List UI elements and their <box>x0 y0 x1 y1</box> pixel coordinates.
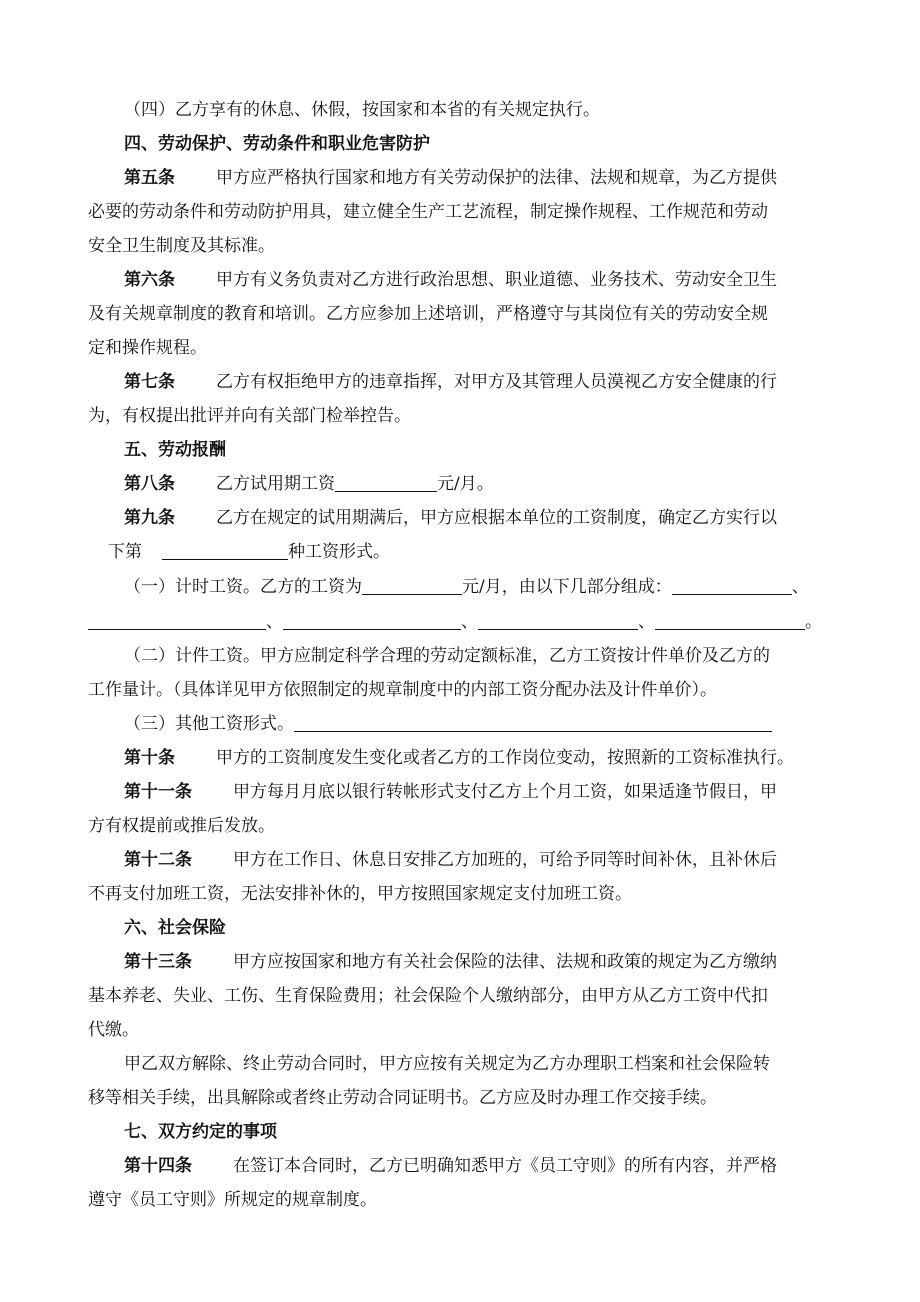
article-8 <box>124 472 494 496</box>
article-text: 甲方在工作日、休息日安排乙方加班的，可给予同等时间补休，且补休后 <box>233 850 777 870</box>
section-heading-4: 四、劳动保护、劳动条件和职业危害防护 <box>124 134 430 154</box>
article-text: 甲方有义务负责对乙方进行政治思想、职业道德、业务技术、劳动安全卫生 <box>216 270 777 290</box>
item-text: 、 <box>791 577 809 597</box>
article-label: 第九条 <box>124 508 175 528</box>
item-2-piece-wage: （二）计件工资。甲方应制定科学合理的劳动定额标准，乙方工资按计件单价及乙方的 <box>124 646 770 666</box>
article-11-cont: 方有权提前或推后发放。 <box>88 816 275 836</box>
period: 。 <box>805 612 822 632</box>
item-text: （三）其他工资形式。 <box>124 714 294 734</box>
article-text: 下第 <box>108 542 142 562</box>
article-text: 在签订本合同时，乙方已明确知悉甲方《员工守则》的所有内容，并严格 <box>233 1156 777 1176</box>
article-13-cont: 基本养老、失业、工伤、生育保险费用；社会保险个人缴纳部分，由甲方从乙方工资中代扣 <box>88 986 768 1006</box>
component-blank[interactable] <box>283 611 461 630</box>
article-text: 甲方应严格执行国家和地方有关劳动保护的法律、法规和规章，为乙方提供 <box>216 168 777 188</box>
article-7-cont: 为，有权提出批评并向有关部门检举控告。 <box>88 406 411 426</box>
article-text: 乙方在规定的试用期满后，甲方应根据本单位的工资制度，确定乙方实行以 <box>216 508 777 528</box>
article-text: 种工资形式。 <box>288 542 390 562</box>
item-2-cont: 工作量计。（具体详见甲方依照制定的规章制度中的内部工资分配办法及计件单价）。 <box>88 680 717 700</box>
article-text: 甲方每月月底以银行转帐形式支付乙方上个月工资，如果适逢节假日，甲 <box>233 782 777 802</box>
component-blank[interactable] <box>478 611 638 630</box>
component-blank[interactable] <box>88 611 266 630</box>
article-text: 甲方的工资制度发生变化或者乙方的工作岗位变动，按照新的工资标准执行。 <box>216 748 794 768</box>
article-9-cont <box>108 540 390 564</box>
article-13-cont: 代缴。 <box>88 1020 139 1040</box>
item-1-components <box>88 610 822 634</box>
wage-form-blank[interactable] <box>162 541 288 560</box>
article-13 <box>124 950 777 974</box>
separator: 、 <box>266 612 283 632</box>
item-3-other-wage <box>124 712 772 736</box>
article-label: 第八条 <box>124 474 175 494</box>
article-5-cont: 必要的劳动条件和劳动防护用具，建立健全生产工艺流程，制定操作规程、工作规范和劳动 <box>88 202 768 222</box>
separator: 、 <box>638 612 655 632</box>
component-blank[interactable] <box>655 611 805 630</box>
article-label: 第十一条 <box>124 782 192 802</box>
article-11 <box>124 780 777 804</box>
other-wage-blank[interactable] <box>294 713 772 732</box>
article-5 <box>124 166 777 190</box>
article-label: 第十条 <box>124 748 175 768</box>
section-heading-6: 六、社会保险 <box>124 918 226 938</box>
salary-blank[interactable] <box>335 473 437 492</box>
article-label: 第五条 <box>124 168 175 188</box>
article-9 <box>124 506 777 530</box>
article-12 <box>124 848 777 872</box>
article-6-cont: 定和操作规程。 <box>88 338 207 358</box>
termination-paragraph: 甲乙双方解除、终止劳动合同时，甲方应按有关规定为乙方办理职工档案和社会保险转 <box>124 1054 770 1074</box>
termination-paragraph-cont: 移等相关手续，出具解除或者终止劳动合同证明书。乙方应及时办理工作交接手续。 <box>88 1088 717 1108</box>
wage-blank[interactable] <box>362 576 462 595</box>
section-heading-7: 七、双方约定的事项 <box>124 1122 277 1142</box>
article-text: 乙方试用期工资 <box>216 474 335 494</box>
article-14-cont: 遵守《员工守则》所规定的规章制度。 <box>88 1190 377 1210</box>
article-label: 第十二条 <box>124 850 192 870</box>
article-14 <box>124 1154 777 1178</box>
article-label: 第十四条 <box>124 1156 192 1176</box>
article-12-cont: 不再支付加班工资，无法安排补休的，甲方按照国家规定支付加班工资。 <box>88 884 632 904</box>
article-6 <box>124 268 777 292</box>
article-7 <box>124 370 777 394</box>
item-text: 元/月，由以下几部分组成： <box>462 577 672 597</box>
component-blank[interactable] <box>672 576 792 595</box>
item-text: （一）计时工资。乙方的工资为 <box>124 577 362 597</box>
article-6-cont: 及有关规章制度的教育和培训。乙方应参加上述培训，严格遵守与其岗位有关的劳动安全规 <box>88 304 768 324</box>
article-5-cont: 安全卫生制度及其标准。 <box>88 236 275 256</box>
article-text: 甲方应按国家和地方有关社会保险的法律、法规和政策的规定为乙方缴纳 <box>233 952 777 972</box>
article-text: 元/月。 <box>437 474 494 494</box>
article-10 <box>124 746 794 770</box>
article-label: 第十三条 <box>124 952 192 972</box>
article-label: 第六条 <box>124 270 175 290</box>
separator: 、 <box>461 612 478 632</box>
article-text: 乙方有权拒绝甲方的违章指挥，对甲方及其管理人员漠视乙方安全健康的行 <box>216 372 777 392</box>
section-heading-5: 五、劳动报酬 <box>124 440 226 460</box>
item-1-time-wage <box>124 575 809 599</box>
article-label: 第七条 <box>124 372 175 392</box>
rest-clause: （四）乙方享有的休息、休假，按国家和本省的有关规定执行。 <box>124 100 600 120</box>
